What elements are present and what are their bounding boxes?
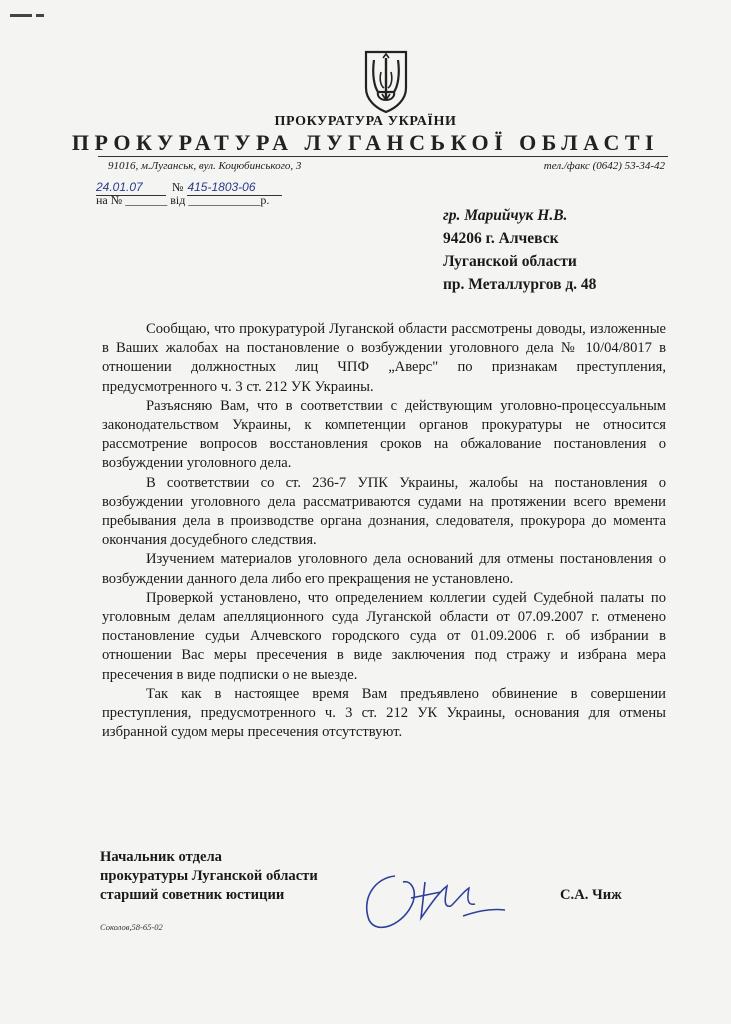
signature-title-line: старший советник юстиции <box>100 887 285 904</box>
number-label: № <box>172 180 184 194</box>
header-ministry: ПРОКУРАТУРА УКРАЇНИ <box>274 114 457 129</box>
from-blank: ____________ <box>188 193 261 207</box>
signature-title-line: Начальник отдела <box>100 849 222 865</box>
handwritten-signature <box>355 858 525 938</box>
paragraph: Сообщаю, что прокуратурой Луганской области рассмотрены доводы, изложенные в Ваших жалобах на постановление о возбуждении уголовного дела № 10/04/8017 в отношении должностных лиц ЧПФ „Аверс" по признакам преступления, предусмотренного ч. 3 ст. 212 УК Украины. <box>102 321 666 395</box>
registration-date: 24.01.07 <box>96 180 143 194</box>
signature-title-line: прокуратуры Луганской области <box>100 868 318 885</box>
from-label: від <box>170 193 186 207</box>
signature-title <box>100 848 318 906</box>
paragraph: В соответствии со ст. 236-7 УПК Украины, жалобы на постановления о возбуждении уголовного дела рассматриваются судами на протяжении всего времени пребывания дела в производстве органа дознания, следователя, прокурора до момента окончания досудебного следствия. <box>102 474 666 549</box>
registration-number: 415-1803-06 <box>187 180 256 194</box>
recipient-city: 94206 г. Алчевск <box>443 230 559 247</box>
scan-artifact <box>10 14 32 17</box>
scan-artifact <box>36 14 44 17</box>
trident-coat-of-arms-icon <box>362 48 410 114</box>
recipient-block <box>443 204 596 296</box>
signer-name: С.А. Чиж <box>560 887 622 903</box>
reply-to-prefix: на № <box>96 193 123 207</box>
recipient-region: Луганской области <box>443 253 577 270</box>
header-office: ПРОКУРАТУРА ЛУГАНСЬКОЇ ОБЛАСТІ <box>71 130 660 155</box>
recipient-street: пр. Металлургов д. 48 <box>443 276 597 293</box>
reply-to-blank: _______ <box>125 193 168 207</box>
paragraph: Так как в настоящее время Вам предъявлено обвинение в совершении преступления, предусмотренного ч. 3 ст. 212 УК Украины, основания для отмены избранной судом меры пресечения отсутствуют. <box>102 685 666 741</box>
paragraph: Изучением материалов уголовного дела оснований для отмены постановления о возбуждении данного дела либо его прекращения не установлено. <box>102 551 666 587</box>
recipient-name: гр. Марийчук Н.В. <box>443 207 568 224</box>
executor-note: Соколов,58-65-02 <box>100 922 163 932</box>
header-phone: тел./факс (0642) 53-34-42 <box>543 160 665 172</box>
header-divider <box>98 156 668 157</box>
header-address: 91016, м.Луганськ, вул. Коцюбинського, 3 <box>108 160 302 172</box>
reply-to-line <box>96 193 269 208</box>
paragraph: Проверкой установлено, что определением коллегии судей Судебной палаты по уголовным делам апелляционного суда Луганской области от 07.09.2007 г. отменено постановление судьи Алчевского городского суда от 01.09.2006 г. об избрании в отношении Вас меры пресечения в виде заключения под стражу и избрана мера пресечения в виде подписки о не выезде. <box>102 589 666 683</box>
letter-body <box>102 320 666 742</box>
year-suffix: р. <box>260 193 270 207</box>
paragraph: Разъясняю Вам, что в соответствии с действующим уголовно-процессуальным законодательством Украины, к компетенции органов прокуратуры не относится рассмотрение вопросов восстановления сроков на обжалование постановления о возбуждении уголовного дела. <box>102 397 666 472</box>
